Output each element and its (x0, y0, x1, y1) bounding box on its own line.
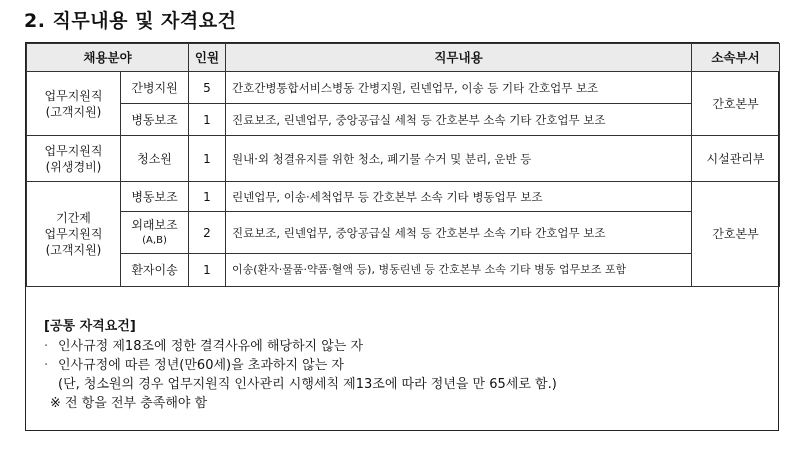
duty-cell: 린넨업무, 이송·세척업무 등 간호본부 소속 기타 병동업무 보조 (226, 182, 692, 212)
position-cell: 간병지원 (121, 72, 189, 104)
table-row (27, 182, 780, 212)
count-cell: 1 (189, 182, 226, 212)
field-name: 업무지원직 (위생경비) (44, 143, 103, 174)
position-cell: 환자이송 (121, 254, 189, 287)
table-row (27, 212, 780, 254)
bullet-icon: · (44, 339, 49, 354)
position-cell: 청소원 (121, 136, 189, 182)
count-cell: 5 (189, 72, 226, 104)
department-cell: 시설관리부 (692, 136, 780, 182)
requirement-text: 인사규정 제18조에 정한 결격사유에 해당하지 않는 자 (58, 339, 364, 354)
table-row (27, 254, 780, 287)
field-cell (27, 182, 121, 287)
table-row (27, 104, 780, 136)
header-field: 채용분야 (27, 44, 189, 72)
header-department: 소속부서 (692, 44, 780, 72)
position-name: 외래보조 (131, 217, 178, 232)
header-count: 인원 (189, 44, 226, 72)
section-heading: 2. 직무내용 및 자격요건 (24, 10, 237, 32)
field-name: 기간제 업무지원직 (고객지원) (44, 211, 103, 257)
count-cell: 2 (189, 212, 226, 254)
requirements-title: [공통 자격요건] (44, 319, 136, 334)
field-cell (27, 72, 121, 136)
field-cell (27, 136, 121, 182)
duty-cell: 진료보조, 린넨업무, 중앙공급실 세척 등 간호본부 소속 기타 간호업무 보조 (226, 104, 692, 136)
content-frame (25, 42, 779, 431)
position-cell: 병동보조 (121, 182, 189, 212)
table-row (27, 72, 780, 104)
duty-cell: 간호간병통합서비스병동 간병지원, 린넨업무, 이송 등 기타 간호업무 보조 (226, 72, 692, 104)
count-cell: 1 (189, 136, 226, 182)
duty-cell: 진료보조, 린넨업무, 중앙공급실 세척 등 간호본부 소속 기타 간호업무 보조 (226, 212, 692, 254)
count-cell: 1 (189, 254, 226, 287)
header-duty: 직무내용 (226, 44, 692, 72)
requirement-item (44, 337, 764, 356)
position-sub: (A,B) (142, 234, 167, 246)
table-header-row (27, 44, 780, 72)
position-cell: 병동보조 (121, 104, 189, 136)
requirements-note: ※ 전 항을 전부 충족해야 함 (50, 396, 208, 411)
count-cell: 1 (189, 104, 226, 136)
duty-cell: 원내·외 청결유지를 위한 청소, 폐기물 수거 및 분리, 운반 등 (226, 136, 692, 182)
bullet-icon: · (44, 358, 49, 373)
duty-cell: 이송(환자·물품·약품·혈액 등), 병동린넨 등 간호본부 소속 기타 병동 업무보조 포함 (226, 254, 692, 287)
requirements-section (44, 315, 764, 413)
requirement-item (44, 356, 764, 375)
position-cell (121, 212, 189, 254)
table-row (27, 136, 780, 182)
requirement-detail: (단, 청소원의 경우 업무지원직 인사관리 시행세칙 제13조에 따라 정년을 만 65세로 함.) (58, 377, 557, 392)
department-cell: 간호본부 (692, 182, 780, 287)
job-table (26, 43, 780, 287)
field-name: 업무지원직 (고객지원) (44, 88, 103, 119)
requirement-text: 인사규정에 따른 정년(만60세)을 초과하지 않는 자 (58, 358, 344, 373)
department-cell: 간호본부 (692, 72, 780, 136)
